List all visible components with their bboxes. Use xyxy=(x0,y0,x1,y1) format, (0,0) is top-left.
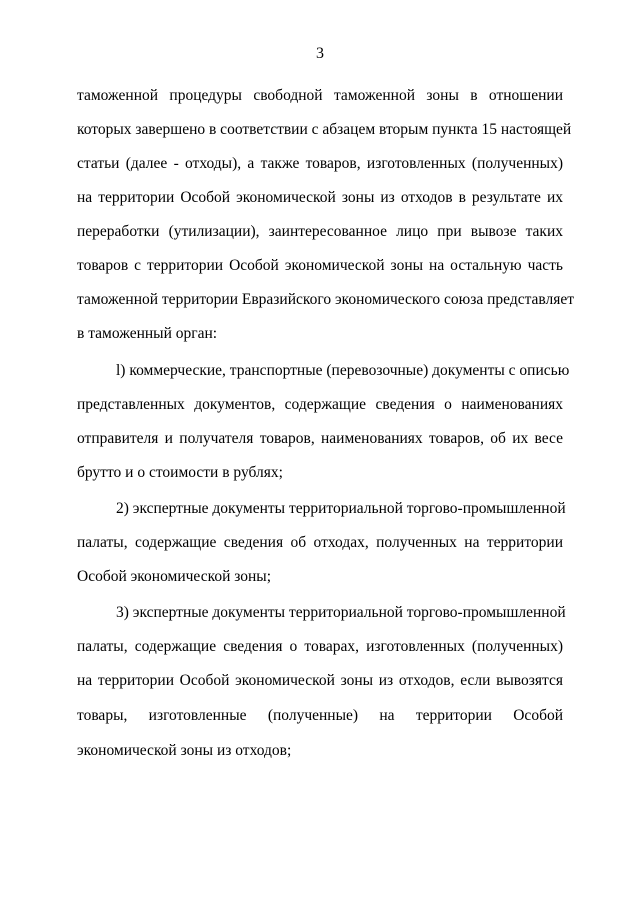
text-line: на территории Особой экономической зоны из отходов, если вывозятся xyxy=(77,672,563,689)
text-line: палаты, содержащие сведения о товарах, изготовленных (полученных) xyxy=(77,638,563,655)
text-line: экономической зоны из отходов; xyxy=(77,742,292,759)
text-line: брутто и о стоимости в рублях; xyxy=(77,464,283,481)
text-line: статьи (далее - отходы), а также товаров, изготовленных (полученных) xyxy=(77,155,563,172)
text-line: товары, изготовленные (полученные) на территории Особой xyxy=(77,707,563,724)
text-line: представленных документов, содержащие сведения о наименованиях xyxy=(77,396,563,413)
text-line: которых завершено в соответствии с абзацем вторым пункта 15 настоящей xyxy=(77,121,572,138)
text-line: 2) экспертные документы территориальной торгово-промышленной xyxy=(116,500,566,517)
text-line: 3) экспертные документы территориальной торгово-промышленной xyxy=(116,604,566,621)
text-line: на территории Особой экономической зоны из отходов в результате их xyxy=(77,189,563,206)
text-line: переработки (утилизации), заинтересованное лицо при вывозе таких xyxy=(77,223,563,240)
text-line: таможенной территории Евразийского экономического союза представляет xyxy=(77,291,575,308)
text-line: в таможенный орган: xyxy=(77,325,218,342)
text-line: таможенной процедуры свободной таможенной зоны в отношении xyxy=(77,87,563,104)
text-line: l) коммерческие, транспортные (перевозочные) документы с описью xyxy=(116,362,570,379)
text-line: Особой экономической зоны; xyxy=(77,568,272,585)
text-line: палаты, содержащие сведения об отходах, полученных на территории xyxy=(77,534,563,551)
text-line: отправителя и получателя товаров, наименованиях товаров, об их весе xyxy=(77,430,563,447)
text-line: товаров с территории Особой экономической зоны на остальную часть xyxy=(77,257,563,274)
page-number: 3 xyxy=(316,45,324,62)
